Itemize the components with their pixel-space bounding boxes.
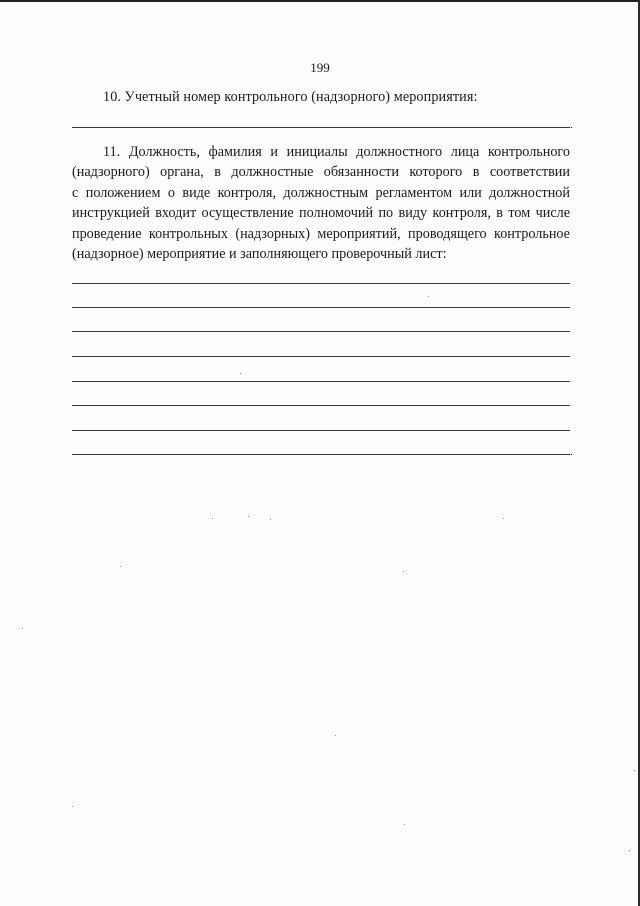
- scan-speck: [634, 770, 635, 771]
- item-11-line: (надзорное) мероприятие и заполняющего проверочный лист:: [72, 245, 447, 262]
- scan-speck: [212, 518, 213, 519]
- item-11-paragraph: [72, 142, 570, 264]
- scan-speck: [428, 296, 429, 297]
- item-10-label: 10. Учетный номер контрольного (надзорного) мероприятия:: [103, 89, 478, 105]
- scan-speck: [403, 571, 404, 572]
- scan-speck: [270, 519, 271, 520]
- scan-speck: [404, 824, 405, 825]
- item-11-fill-line: [72, 430, 570, 431]
- item-11-line: проведение контрольных (надзорных) мероприятий, проводящего контрольное: [72, 225, 570, 242]
- scan-speck: [72, 806, 73, 807]
- scan-speck: [240, 373, 241, 374]
- scan-speck: [248, 516, 249, 517]
- scan-speck: [22, 628, 23, 629]
- scan-speck: [503, 518, 504, 519]
- item-11-line: инструкцией входит осуществление полномочий по виду контроля, в том числе: [72, 205, 570, 222]
- page-number: 199: [310, 60, 330, 75]
- item-11-line: 11. Должность, фамилия и инициалы должностного лица контрольного: [103, 144, 570, 160]
- item-11-line: с положением о виде контроля, должностным регламентом или должностной: [72, 184, 570, 201]
- item-11-fill-line: [72, 283, 570, 284]
- item-11-fill-line: [72, 331, 570, 332]
- item-11-fill-line: [72, 356, 570, 357]
- scan-speck: [629, 850, 630, 851]
- item-11-end-mark: .: [570, 444, 573, 458]
- item-11-fill-line: [72, 307, 570, 308]
- item-10-end-mark: .: [570, 117, 573, 131]
- scan-speck: [120, 566, 121, 567]
- item-11-fill-line: [72, 405, 570, 406]
- item-11-fill-line: [72, 454, 570, 455]
- scan-top-edge: [0, 0, 640, 2]
- item-10-fill-line: [72, 127, 570, 128]
- scan-speck: [335, 735, 336, 736]
- item-11-line: (надзорного) органа, в должностные обязанности которого в соответствии: [72, 164, 570, 181]
- item-11-fill-line: [72, 381, 570, 382]
